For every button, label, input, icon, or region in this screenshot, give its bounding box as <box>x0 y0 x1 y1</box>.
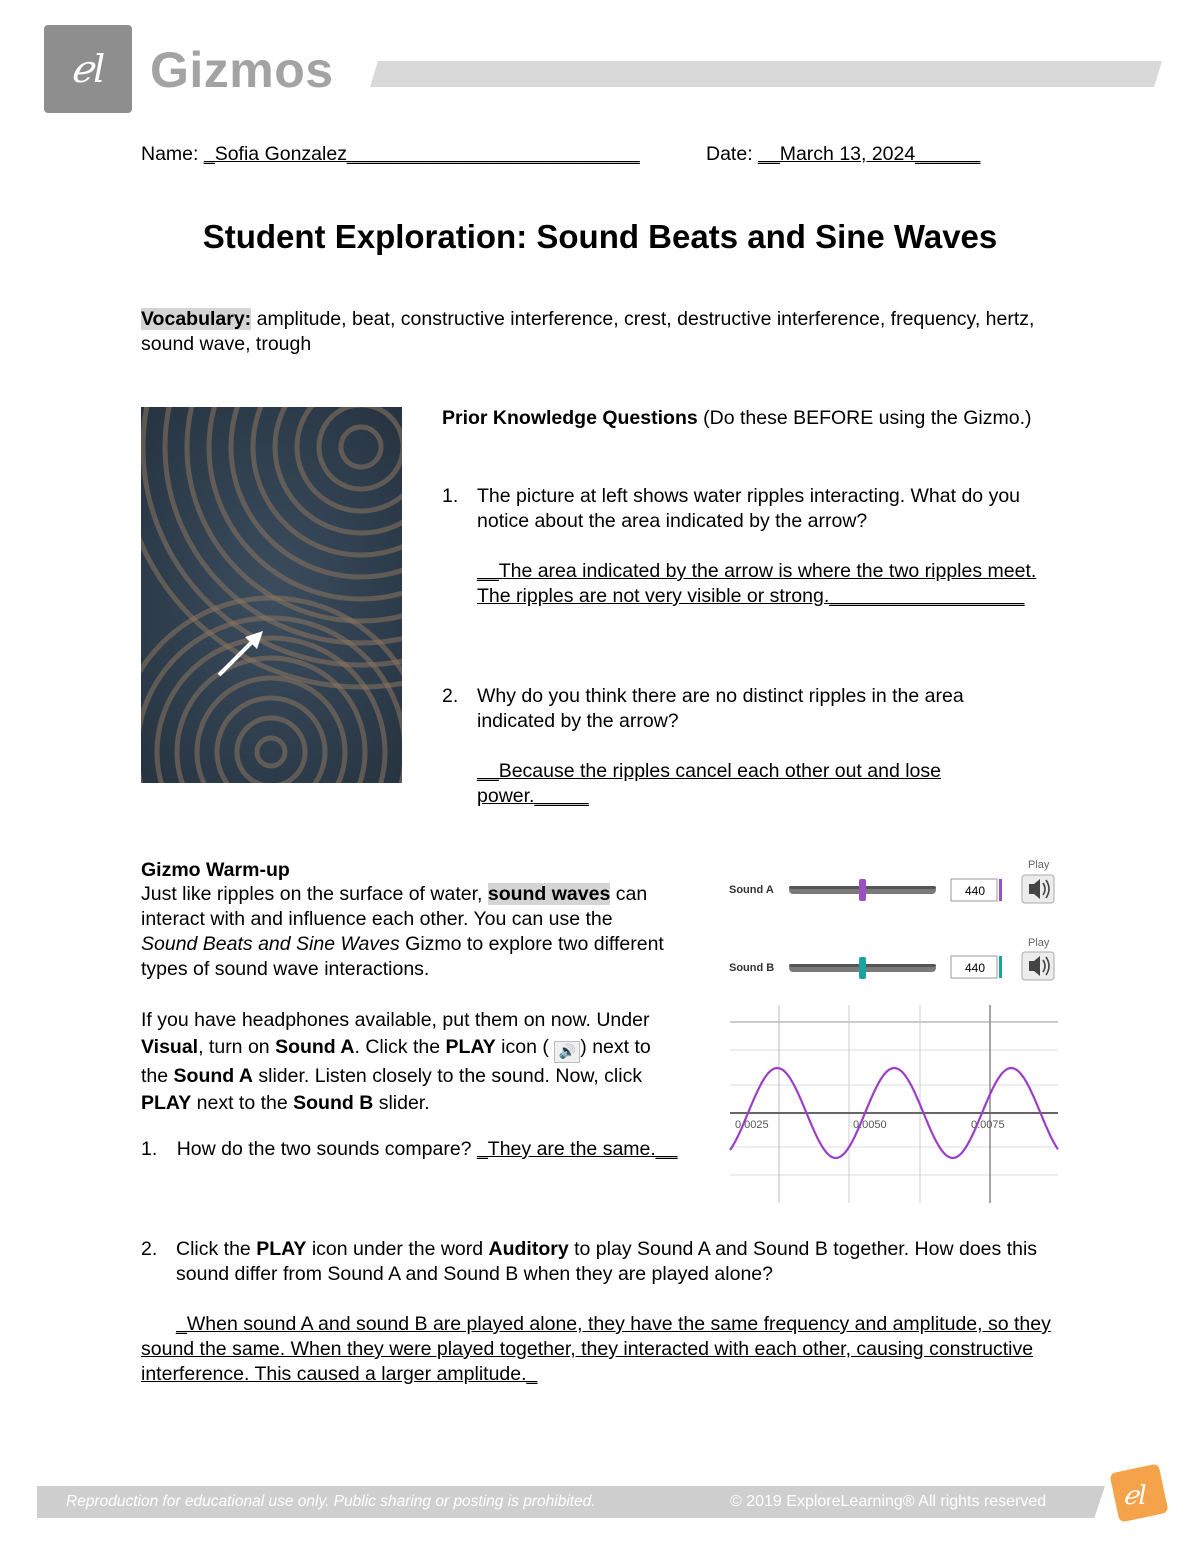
vocabulary <box>141 307 1071 357</box>
pk-question-2: 2. Why do you think there are no distinct ripples in the area indicated by the arrow? __Because the ripples cancel each other out and lose power._____ <box>442 684 1042 809</box>
graph-tick-2: 0.0050 <box>853 1119 887 1131</box>
speaker-icon: 🔊 <box>554 1041 580 1063</box>
warmup-question-1: 1. How do the two sounds compare? _They are the same.__ <box>141 1138 678 1160</box>
date-value: __March 13, 2024______ <box>758 143 981 165</box>
warmup-heading: Gizmo Warm-up <box>141 859 290 881</box>
sound-a-value: 440 <box>965 884 986 898</box>
warmup-question-2: 2. Click the PLAY icon under the word Auditory to play Sound A and Sound B together. How does this sound differ from Sound A and Sound B when they are played alone? _When sound A and sound B are played alone, they have the same frequency and amplitude, so they sound the same. When they were played together, they interacted with each other, causing constructive interference. This caused a larger amplitude._ <box>141 1237 1071 1387</box>
vocabulary-label: Vocabulary: <box>141 308 252 330</box>
gizmos-logo: ℯl <box>44 25 132 113</box>
pk-question-2-text: Why do you think there are no distinct ripples in the area indicated by the arrow? <box>477 685 964 732</box>
gizmo-sound-widget <box>725 855 1065 1205</box>
graph-tick-1: 0.0025 <box>735 1119 769 1131</box>
prior-knowledge-section <box>442 405 1052 432</box>
play-sound-b-button[interactable] <box>1022 952 1054 980</box>
play-label-b: Play <box>1028 937 1050 949</box>
play-sound-a-button[interactable] <box>1022 875 1054 903</box>
name-line <box>141 142 640 167</box>
warmup-answer-1: _They are the same.__ <box>476 1138 678 1160</box>
date-label: Date: <box>706 143 753 165</box>
sound-b-label: Sound B <box>729 962 775 974</box>
explorelearning-logo <box>1108 1462 1170 1524</box>
pk-question-1-text: The picture at left shows water ripples interacting. What do you notice about the area indicated by the arrow? <box>477 485 1021 532</box>
play-label-a: Play <box>1028 859 1050 871</box>
warmup-paragraph-2: If you have headphones available, put them on now. Under Visual, turn on Sound A. Click the PLAY icon ( 🔊 ) next to the Sound A slider. Listen closely to the sound. Now, click PLAY next to the Sound B slider. <box>141 1009 651 1114</box>
graph-tick-3: 0.0075 <box>971 1119 1005 1131</box>
warmup-paragraph-1: Just like ripples on the surface of water, sound waves can interact with and influence each other. You can use the Sound Beats and Sine Waves Gizmo to explore two different types of sound wave interactions. <box>141 883 664 980</box>
pk-answer-2: __Because the ripples cancel each other out and lose power._____ <box>477 760 941 807</box>
name-label: Name: <box>141 143 199 165</box>
warmup-text <box>141 882 701 1117</box>
vocabulary-terms: amplitude, beat, constructive interference, crest, destructive interference, frequency, hertz, sound wave, trough <box>141 308 1035 355</box>
pk-question-1: 1. The picture at left shows water ripples interacting. What do you notice about the area indicated by the arrow? __The area indicated by the arrow is where the two ripples meet. The ripples are not very visible or strong.__________________ <box>442 484 1042 609</box>
prior-knowledge-heading: Prior Knowledge Questions (Do these BEFORE using the Gizmo.) <box>442 407 1032 429</box>
brand-name: Gizmos <box>150 42 334 98</box>
footer-copyright: © 2019 ExploreLearning® All rights reserved <box>730 1493 1047 1510</box>
sound-b-value: 440 <box>965 961 986 975</box>
page-title: Student Exploration: Sound Beats and Sine Waves <box>202 218 998 255</box>
pk-answer-1: __The area indicated by the arrow is where the two ripples meet. The ripples are not very visible or strong.__________________ <box>477 560 1037 607</box>
sound-a-slider[interactable] <box>789 879 936 901</box>
header-bar <box>370 61 1162 87</box>
svg-text:ℯl: ℯl <box>1123 1481 1147 1511</box>
date-line <box>706 142 980 167</box>
sound-b-slider[interactable] <box>789 957 936 979</box>
sound-a-label: Sound A <box>729 884 774 896</box>
name-value: _Sofia Gonzalez___________________________ <box>203 143 640 165</box>
footer-notice: Reproduction for educational use only. Public sharing or posting is prohibited. <box>66 1493 596 1510</box>
water-ripples-image <box>141 407 402 783</box>
sine-wave-graph <box>730 1005 1058 1203</box>
warmup-answer-2: _When sound A and sound B are played alone, they have the same frequency and amplitude, so they sound the same. When they were played together, they interacted with each other, causing constructive interference. This caused a larger amplitude._ <box>141 1313 1051 1385</box>
